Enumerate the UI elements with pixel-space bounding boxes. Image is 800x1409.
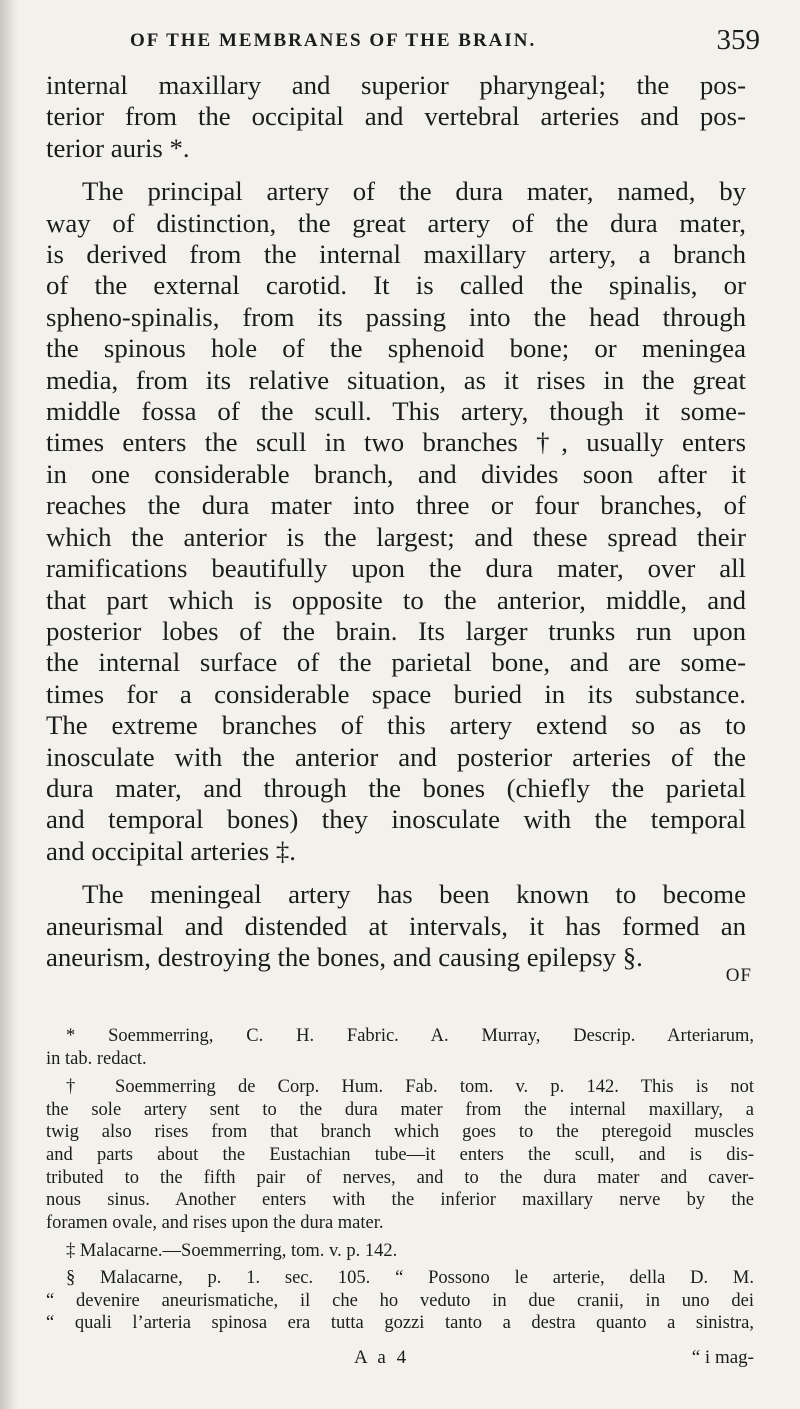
text-line: times for a considerable space buried in its substance. <box>46 678 746 709</box>
text-line: The principal artery of the dura mater, named, by <box>82 176 746 207</box>
catchword: OF <box>725 965 752 986</box>
footnote-line: “ quali l’arteria spinosa era tutta gozzi tanto a destra quanto a sinistra, <box>46 1313 754 1334</box>
text-line: middle fossa of the scull. This artery, though it some- <box>46 396 746 427</box>
text-line: and occipital arteries ‡. <box>46 835 296 866</box>
text-line: reaches the dura mater into three or four branches, of <box>46 490 746 521</box>
text-line: way of distinction, the great artery of the dura mater, <box>46 207 746 238</box>
text-line: the internal surface of the parietal bone, and are some- <box>46 647 746 678</box>
text-line: in one considerable branch, and divides soon after it <box>46 458 746 489</box>
footnote-line: † Soemmerring de Corp. Hum. Fab. tom. v. p. 142. This is not <box>66 1077 754 1098</box>
gutter-shadow <box>0 0 18 1409</box>
page-number: 359 <box>716 24 760 56</box>
text-line: internal maxillary and superior pharyngeal; the pos- <box>46 70 746 100</box>
text-line: terior from the occipital and vertebral arteries and pos- <box>46 101 746 132</box>
text-line: The meningeal artery has been known to become <box>82 879 746 910</box>
text-line: times enters the scull in two branches †, usually enters <box>46 427 746 458</box>
footnote-line: foramen ovale, and rises upon the dura mater. <box>46 1212 384 1233</box>
paragraph-1 <box>46 70 746 164</box>
page-footer <box>46 1347 754 1375</box>
footnote-line: tributed to the fifth pair of nerves, and to the dura mater and caver- <box>46 1167 754 1188</box>
text-line: is derived from the internal maxillary artery, a branch <box>46 239 746 270</box>
bottom-catchword: “ i mag- <box>691 1347 754 1368</box>
footnote-asterisk <box>46 1025 754 1070</box>
text-line: inosculate with the anterior and posterior arteries of the <box>46 741 746 772</box>
running-head: OF THE MEMBRANES OF THE BRAIN. <box>130 30 537 51</box>
text-line: dura mater, and through the bones (chiefly the parietal <box>46 772 746 803</box>
text-line: that part which is opposite to the anterior, middle, and <box>46 584 746 615</box>
text-line: and temporal bones) they inosculate with the temporal <box>46 804 746 835</box>
footnote-dagger <box>46 1076 754 1234</box>
footnote-line: * Soemmerring, C. H. Fabric. A. Murray, Descrip. Arteriarum, <box>66 1026 754 1046</box>
text-line: media, from its relative situation, as it rises in the great <box>46 364 746 395</box>
footnote-line: twig also rises from that branch which goes to the pteregoid muscles <box>46 1122 754 1143</box>
text-line: which the anterior is the largest; and these spread their <box>46 521 746 552</box>
text-line: of the external carotid. It is called the spinalis, or <box>46 270 746 301</box>
footnote-line: the sole artery sent to the dura mater from the internal maxillary, a <box>46 1099 754 1120</box>
signature-mark: A a 4 <box>354 1347 410 1368</box>
text-line: posterior lobes of the brain. Its larger trunks run upon <box>46 615 746 646</box>
paragraph-3 <box>46 879 746 973</box>
footnote-line: nous sinus. Another enters with the inferior maxillary nerve by the <box>46 1190 754 1211</box>
footnote-line: “ devenire aneurismatiche, il che ho veduto in due cranii, in uno dei <box>46 1290 754 1311</box>
footnote-double-dagger <box>46 1240 754 1263</box>
main-text <box>46 70 746 973</box>
text-line: spheno-spinalis, from its passing into the head through <box>46 301 746 332</box>
paragraph-2 <box>46 176 746 867</box>
text-line: The extreme branches of this artery extend so as to <box>46 710 746 741</box>
footnote-line: § Malacarne, p. 1. sec. 105. “ Possono le arterie, della D. M. <box>66 1267 754 1288</box>
footnote-line: ‡ Malacarne.—Soemmerring, tom. v. p. 142. <box>66 1241 398 1262</box>
footnote-line: in tab. redact. <box>46 1048 147 1069</box>
text-line: ramifications beautifully upon the dura mater, over all <box>46 553 746 584</box>
text-line: the spinous hole of the sphenoid bone; or meningea <box>46 333 746 364</box>
text-line: aneurismal and distended at intervals, it has formed an <box>46 910 746 941</box>
page-header <box>46 24 766 62</box>
footnote-line: and parts about the Eustachian tube—it enters the scull, and is dis- <box>46 1144 754 1165</box>
text-line: terior auris *. <box>46 132 190 163</box>
footnotes <box>46 1025 754 1335</box>
text-line: aneurism, destroying the bones, and causing epilepsy §. <box>46 941 643 972</box>
footnote-section <box>46 1267 754 1335</box>
